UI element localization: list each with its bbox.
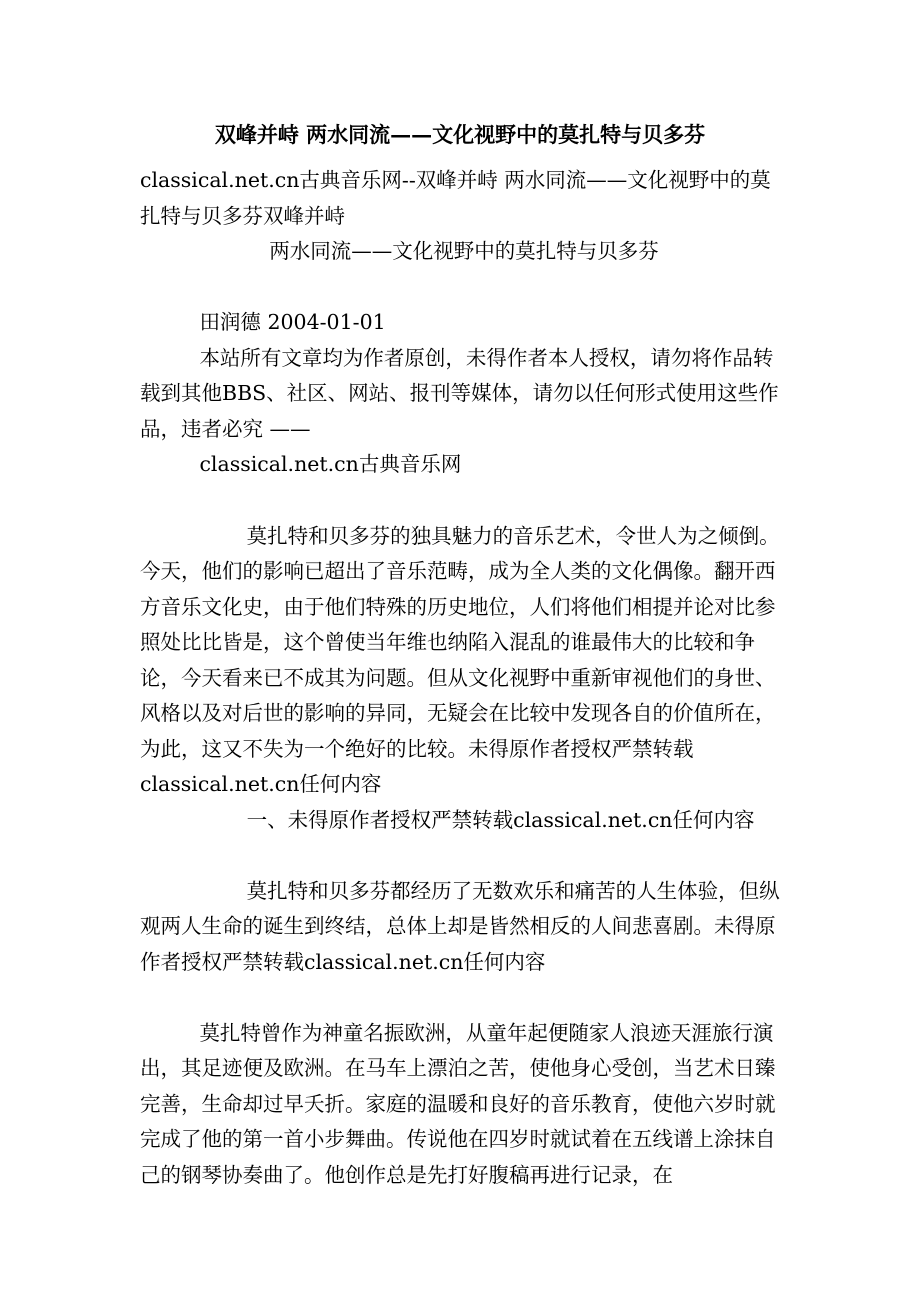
spacer	[140, 483, 788, 519]
section-heading-1: 一、未得原作者授权严禁转载classical.net.cn任何内容	[246, 807, 755, 832]
section-paragraph: 莫扎特和贝多芬都经历了无数欢乐和痛苦的人生体验，但纵观两人生命的诞生到终结，总体上却是皆然相反的人间悲喜剧。未得原作者授权严禁转载classical.net.cn任何内容	[140, 878, 780, 974]
source-paragraph: classical.net.cn古典音乐网--双峰并峙 两水同流——文化视野中的莫扎特与贝多芬双峰并峙	[140, 168, 771, 228]
spacer	[140, 270, 788, 306]
author-date-line: 田润德 2004-01-01	[199, 310, 386, 334]
document-title: 双峰并峙 两水同流——文化视野中的莫扎特与贝多芬	[214, 122, 706, 147]
mozart-paragraph: 莫扎特曾作为神童名振欧洲，从童年起便随家人浪迹天涯旅行演出，其足迹便及欧洲。在马车上漂泊之苦，使他身心受创，当艺术日臻完善，生命却过早夭折。家庭的温暖和良好的音乐教育，使他六岁时就完成了他的第一首小步舞曲。传说他在四岁时就试着在五线谱上涂抹自己的钢琴协奏曲了。他创作总是先打好腹稿再进行记录，在	[140, 1020, 776, 1187]
spacer	[140, 838, 788, 874]
intro-paragraph: 莫扎特和贝多芬的独具魅力的音乐艺术，令世人为之倾倒。今天，他们的影响已超出了音乐范畴，成为全人类的文化偶像。翻开西方音乐文化史，由于他们特殊的历史地位，人们将他们相提并论对比参照处比比皆是，这个曾使当年维也纳陷入混乱的谁最伟大的比较和争论，今天看来已不成其为问题。但从文化视野中重新审视他们的身世、风格以及对后世的影响的异同，无疑会在比较中发现各自的价值所在，为此，这又不失为一个绝好的比较。未得原作者授权严禁转载classical.net.cn任何内容	[140, 523, 780, 796]
document-body	[140, 163, 788, 1193]
site-name-line: classical.net.cn古典音乐网	[199, 452, 462, 476]
spacer	[140, 980, 788, 1016]
copyright-notice: 本站所有文章均为作者原创，未得作者本人授权，请勿将作品转载到其他BBS、社区、网站、报刊等媒体，请勿以任何形式使用这些作品，违者必究 ——	[140, 345, 779, 441]
subtitle-line: 两水同流——文化视野中的莫扎特与贝多芬	[269, 239, 659, 263]
